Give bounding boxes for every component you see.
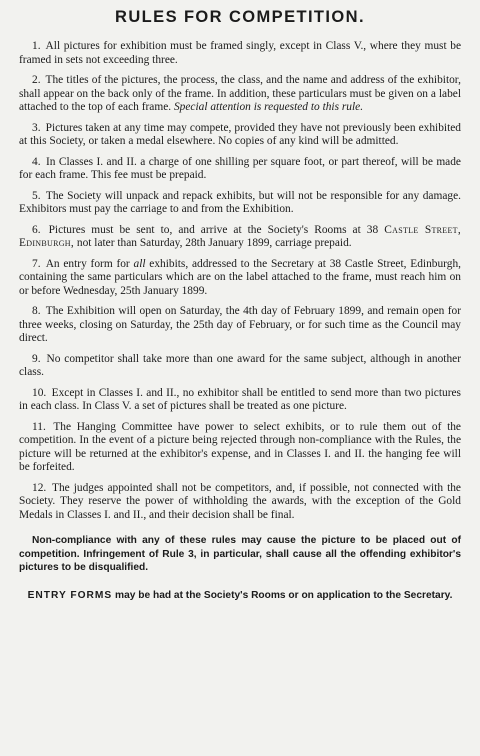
rule-3	[19, 122, 461, 149]
rule-text: not later than Saturday, 28th January 1899, carriage prepaid.	[76, 237, 352, 249]
rule-2	[19, 74, 461, 115]
entry-forms-note	[19, 589, 461, 603]
entry-forms-lead: ENTRY FORMS	[27, 589, 113, 601]
rule-number: 12.	[32, 481, 47, 494]
rule-text: Except in Classes I. and II., no exhibitor shall be entitled to send more than two pictures in each class. In Class V. a set of pictures shall be treated as one picture.	[19, 386, 461, 412]
rule-text: Pictures taken at any time may compete, provided they have not previously been exhibited at this Society, or taken a medal elsewhere. No copies of any kind will be admitted.	[19, 121, 461, 147]
rule-number: 3.	[32, 121, 41, 134]
rule-4	[19, 156, 461, 183]
rule-10	[19, 387, 461, 414]
non-compliance-notice: Non-compliance with any of these rules may cause the picture to be placed out of competition. Infringement of Rule 3, in particular, shall cause all the offending exhibitor's pictures to be disqualified.	[19, 535, 461, 573]
entry-forms-text: may be had at the Society's Rooms or on application to the Secretary.	[115, 589, 453, 601]
rule-emphasis: all	[133, 257, 146, 270]
rule-number: 5.	[32, 189, 41, 202]
page-title: RULES FOR COMPETITION.	[115, 8, 365, 26]
rule-text: In Classes I. and II. a charge of one shilling per square foot, or part thereof, will be made for each frame. This fee must be prepaid.	[19, 155, 461, 181]
rule-11	[19, 421, 461, 475]
rule-text: The Hanging Committee have power to select exhibits, or to rule them out of the competition. In the event of a picture being rejected through non-compliance with the Rules, the picture will be returned at the exhibitor's expense, and in Classes I. and II. the hanging fee will be forfeited.	[19, 420, 461, 473]
rule-9	[19, 353, 461, 380]
rule-number: 11.	[32, 420, 46, 433]
rule-6	[19, 224, 461, 251]
rule-number: 2.	[32, 74, 41, 86]
rule-text: The titles of the pictures, the process, the class, and the name and address of the exhibitor, shall appear on the back only of the frame. In addition, these particulars must be given on a label attached to the top of each frame.	[19, 74, 461, 113]
rule-8	[19, 305, 461, 346]
rule-1	[19, 40, 461, 67]
rule-7	[19, 258, 461, 299]
rule-12	[19, 482, 461, 523]
rule-text: The judges appointed shall not be competitors, and, if possible, not connected with the Society. They reserve the power of withholding the awards, with the exception of the Gold Medals in Classes I. and II., and their decision shall be final.	[19, 481, 461, 521]
rule-address: Castle Street, Edinburgh,	[19, 223, 461, 249]
rule-number: 7.	[32, 257, 41, 270]
rule-text: Pictures must be sent to, and arrive at the Society's Rooms at 38	[48, 223, 379, 236]
rule-text: An entry form for	[45, 257, 130, 270]
rule-text: exhibits, addressed to the Secretary at 38 Castle Street, Edinburgh, containing the same particulars which are on the label attached to the frame, must reach him on or before Wednesday, 25th January 1899.	[19, 257, 461, 297]
rule-number: 1.	[32, 40, 41, 52]
rule-5	[19, 190, 461, 217]
rule-text: The Society will unpack and repack exhibits, but will not be responsible for any damage. Exhibitors must pay the carriage to and from the Exhibition.	[19, 189, 461, 215]
rule-text: No competitor shall take more than one award for the same subject, although in another class.	[19, 352, 461, 378]
rule-number: 10.	[32, 386, 47, 399]
rule-number: 8.	[32, 305, 41, 317]
rule-number: 4.	[32, 155, 41, 168]
rule-text: All pictures for exhibition must be framed singly, except in Class V., where they must be framed in sets not exceeding three.	[19, 40, 462, 66]
rule-emphasis: Special attention is requested to this rule.	[173, 101, 364, 113]
rule-number: 6.	[32, 223, 41, 236]
rule-text: The Exhibition will open on Saturday, the 4th day of February 1899, and remain open for three weeks, closing on Saturday, the 25th day of February, or for such time as the Council may direct.	[19, 305, 461, 344]
rule-number: 9.	[32, 352, 41, 365]
